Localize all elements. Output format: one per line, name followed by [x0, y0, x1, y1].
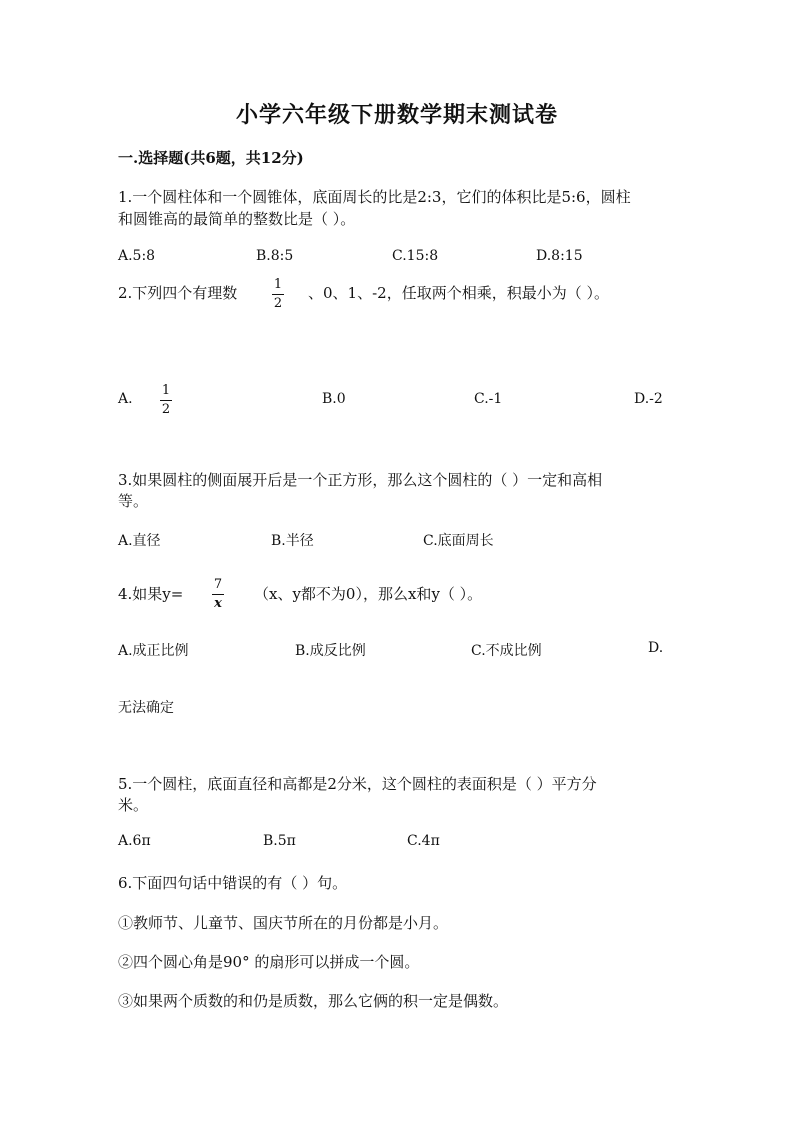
q3-text-line1: 3.如果圆柱的侧面展开后是一个正方形，那么这个圆柱的（ ）一定和高相 [118, 471, 603, 489]
q4-fraction [212, 578, 224, 611]
q5-option-b: B.5π [263, 833, 296, 849]
q6-statement-2: ②四个圆心角是90° 的扇形可以拼成一个圆。 [118, 953, 420, 971]
q6-text: 6.下面四句话中错误的有（ ）句。 [118, 874, 348, 892]
q4-fraction-numerator: 7 [213, 577, 223, 592]
q1-text-line1: 1.一个圆柱体和一个圆锥体，底面周长的比是2:3，它们的体积比是5:6，圆柱 [118, 188, 631, 206]
q2-option-a-fraction [160, 384, 172, 417]
q2-text-prefix: 2.下列四个有理数 [118, 284, 238, 302]
q2-fraction-denominator: 2 [273, 296, 283, 311]
q2-option-a-label: A. [118, 391, 133, 407]
q3-option-c: C.底面周长 [423, 533, 494, 549]
q4-fraction-denominator: x [214, 596, 222, 611]
q6-statement-1: ①教师节、儿童节、国庆节所在的月份都是小月。 [118, 914, 449, 932]
q4-text-prefix: 4.如果y= [118, 585, 184, 603]
q3-option-b: B.半径 [271, 533, 314, 549]
q3-text-line2: 等。 [118, 492, 149, 510]
q4-option-b: B.成反比例 [295, 643, 366, 659]
fraction-bar [272, 294, 284, 295]
q2-option-d: D.-2 [634, 391, 663, 407]
q2-option-a-numerator: 1 [161, 383, 171, 398]
q4-option-d-text: 无法确定 [118, 700, 174, 716]
fraction-bar [160, 400, 172, 401]
q4-option-c: C.不成比例 [471, 643, 542, 659]
q2-fraction-numerator: 1 [273, 277, 283, 292]
q1-option-c: C.15:8 [392, 248, 439, 264]
q6-statement-3: ③如果两个质数的和仍是质数，那么它俩的积一定是偶数。 [118, 992, 509, 1010]
q1-option-a: A.5:8 [118, 248, 156, 264]
fraction-bar [212, 594, 224, 595]
q2-option-c: C.-1 [474, 391, 503, 407]
q4-option-d: D. [648, 640, 664, 656]
q2-fraction [272, 278, 284, 311]
q5-text-line1: 5.一个圆柱，底面直径和高都是2分米，这个圆柱的表面积是（ ）平方分 [118, 775, 597, 793]
q1-text-line2: 和圆锥高的最简单的整数比是（ ）。 [118, 210, 356, 228]
q2-option-a-denominator: 2 [161, 402, 171, 417]
q3-option-a: A.直径 [118, 533, 161, 549]
q4-option-a: A.成正比例 [118, 643, 189, 659]
q1-option-b: B.8:5 [256, 248, 294, 264]
q4-text-suffix: （x、y都不为0），那么x和y（ ）。 [254, 585, 483, 603]
q1-option-d: D.8:15 [536, 248, 583, 264]
page-title: 小学六年级下册数学期末测试卷 [235, 102, 558, 128]
q5-option-a: A.6π [118, 833, 151, 849]
q5-option-c: C.4π [407, 833, 440, 849]
section-heading: 一.选择题(共6题，共12分) [118, 149, 304, 167]
q2-option-b: B.0 [322, 391, 346, 407]
q5-text-line2: 米。 [118, 796, 149, 814]
q2-text-suffix: 、0、1、-2，任取两个相乘，积最小为（ ）。 [308, 284, 609, 302]
